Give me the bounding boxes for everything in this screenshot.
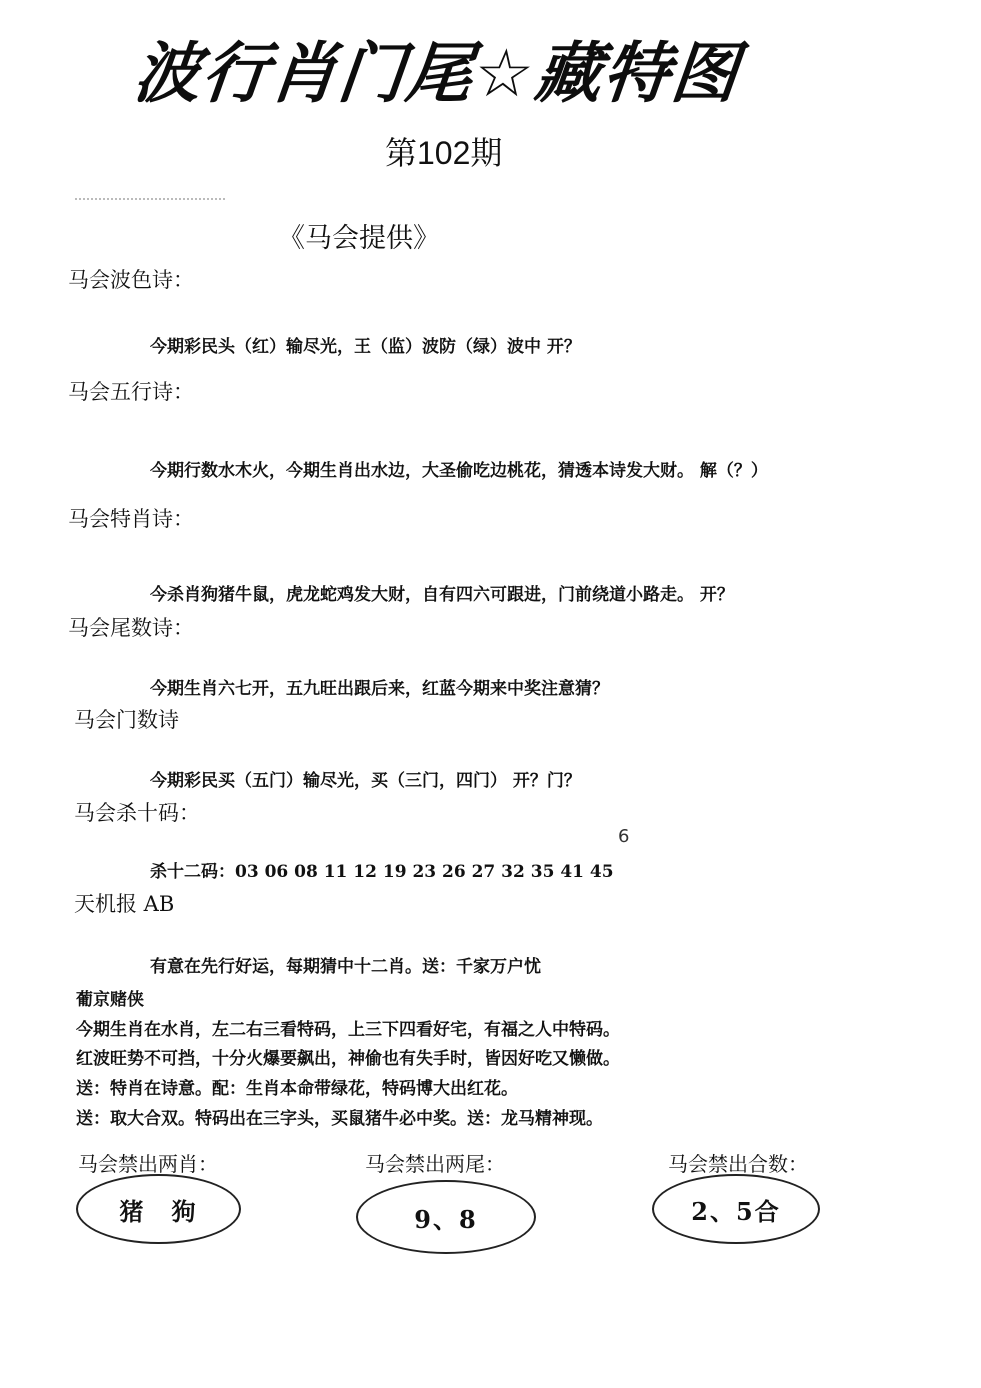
main-title: 波行肖门尾☆藏特图 — [130, 35, 744, 112]
pujing-line: 红波旺势不可挡，十分火爆要飙出，神偷也有失手时，皆因好吃又懒做。 — [76, 1049, 620, 1069]
poem-tianji: 有意在先行好运，每期猜中十二肖。送：千家万户忧 — [150, 957, 541, 977]
section-label-tail-number: 马会尾数诗： — [68, 616, 194, 640]
pujing-line: 今期生肖在水肖，左二右三看特码，上三下四看好宅，有福之人中特码。 — [76, 1020, 620, 1040]
dotted-divider — [75, 198, 225, 204]
poem-special-zodiac: 今杀肖狗猪牛鼠，虎龙蛇鸡发大财，自有四六可跟进，门前绕道小路走。 开？ — [150, 585, 734, 605]
poem-wave-color: 今期彩民头（红）输尽光，王（监）波防（绿）波中 开？ — [150, 337, 581, 357]
section-label-gate-number: 马会门数诗 — [74, 708, 179, 732]
ban-label-zodiac: 马会禁出两肖： — [78, 1152, 218, 1176]
ban-value-tail: 9、8 — [414, 1204, 478, 1234]
section-label-wave-color: 马会波色诗： — [68, 268, 194, 292]
poem-five-elements: 今期行数水木火，今期生肖出水边，大圣偷吃边桃花，猜透本诗发大财。 解（？） — [150, 461, 768, 481]
section-label-kill-ten: 马会杀十码： — [74, 801, 200, 825]
poem-gate-number: 今期彩民买（五门）输尽光，买（三门，四门） 开？门？ — [150, 771, 581, 791]
ban-value-zodiac: 猪 狗 — [119, 1196, 198, 1226]
section-label-five-elements: 马会五行诗： — [68, 380, 194, 404]
ban-oval-tail — [356, 1180, 536, 1254]
section-label-tianji: 天机报 AB — [74, 892, 175, 916]
stray-mark: 6 — [618, 826, 630, 847]
ban-label-sum: 马会禁出合数： — [668, 1152, 808, 1176]
pujing-label: 葡京赌侠 — [76, 990, 144, 1010]
section-label-special-zodiac: 马会特肖诗： — [68, 507, 194, 531]
issue-number: 第102期 — [385, 135, 503, 171]
provider-label: 《马会提供》 — [278, 223, 440, 254]
ban-value-sum: 2、5合 — [691, 1196, 781, 1226]
ban-oval-zodiac — [76, 1174, 241, 1244]
pujing-line: 送：特肖在诗意。配：生肖本命带绿花，特码博大出红花。 — [76, 1079, 518, 1099]
poem-tail-number: 今期生肖六七开，五九旺出跟后来，红蓝今期来中奖注意猜？ — [150, 679, 609, 699]
ban-label-tail: 马会禁出两尾： — [365, 1152, 505, 1176]
kill-twelve-codes: 杀十二码：03 06 08 11 12 19 23 26 27 32 35 41 45 — [150, 862, 614, 882]
ban-oval-sum — [652, 1174, 820, 1244]
pujing-line: 送：取大合双。特码出在三字头，买鼠猪牛必中奖。送：龙马精神现。 — [76, 1109, 603, 1129]
